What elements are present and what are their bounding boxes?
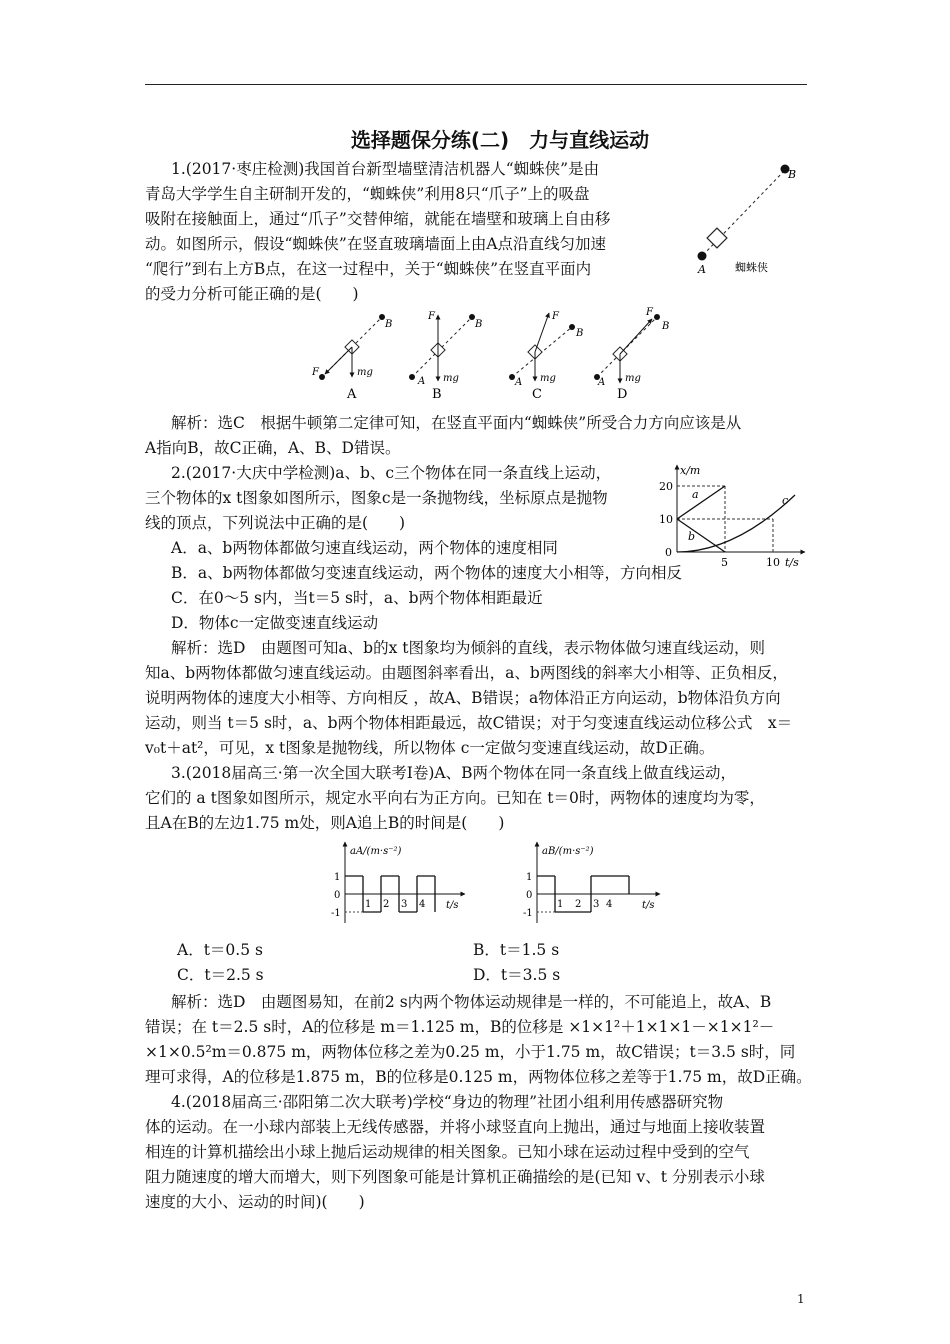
q1-analysis-1: 解析：选C 根据牛顿第二定律可知，在竖直平面内“蜘蛛侠”所受合力方向应该是从 [171,414,742,432]
q1-b-label-a: A [418,376,426,387]
q3-b-ytick-1: 1 [526,872,533,883]
q1-line-2: 青岛大学学生自主研制开发的，“蜘蛛侠”利用8只“爪子”上的吸盘 [145,185,590,203]
q2-label-c: c [782,494,789,507]
q1-options-figure [300,305,680,405]
q1-option-d-figure [594,307,669,402]
q2-label-b: b [688,530,696,543]
q4-line-2: 体的运动。在一小球内部装上无线传感器，并将小球竖直向上抛出，通过与地面上接收装置 [145,1118,766,1136]
q2-xtick-5: 5 [721,556,728,569]
q2-analysis-3: 说明两物体的速度大小相等、方向相反 ，故A、B错误；a物体沿正方向运动，b物体沿负方向 [145,689,781,707]
q1-a-label-b: B [385,319,393,330]
q3-line-3: 且A在B的左边1.75 m处，则A追上B的时间是( ) [145,814,505,832]
q3-a-xtick-2: 2 [383,899,390,910]
q1-c-label-a: A [515,377,523,388]
q1-line-4: 动。如图所示，假设“蜘蛛侠”在竖直玻璃墙面上由A点沿直线匀加速 [145,235,607,253]
q3-analysis-1: 解析：选D 由题图易知，在前2 s内两个物体运动规律是一样的，不可能追上，故A、B [171,993,772,1011]
q1-option-c-figure [509,311,583,402]
q2-analysis-5: v₀t＋at²，可见，x t图象是抛物线，所以物体 c一定做匀变速直线运动，故D正确。 [145,739,715,757]
q3-option-d: D．t＝3.5 s [473,966,561,984]
q3-a-xtick-1: 1 [365,899,372,910]
q2-option-c: C．在0～5 s内，当t＝5 s时，a、b两个物体相距最近 [171,589,543,607]
q2-line-1: 2.(2017·大庆中学检测)a、b、c三个物体在同一条直线上运动， [171,464,612,482]
q2-option-a: A．a、b两物体都做匀速直线运动，两个物体的速度相同 [171,539,558,557]
q2-label-a: a [692,488,699,501]
q3-analysis-2: 错误；在 t＝2.5 s时，A的位移是 m＝1.125 m，B的位移是 ×1×1²＋1×1×1－×1×1²－ [145,1018,775,1036]
q2-ylabel: x/m [680,464,701,477]
q1-robot-box [707,228,727,248]
q2-analysis-1: 解析：选D 由题图可知a、b的x t图象均为倾斜的直线，表示物体做匀速直线运动，则 [171,639,765,657]
header-rule [145,84,807,85]
q2-option-b: B．a、b两物体都做匀变速直线运动，两个物体的速度大小相等，方向相反 [171,564,683,582]
q1-analysis-2: A指向B，故C正确，A、B、D错误。 [145,439,401,457]
q4-line-1: 4.(2018届高三·邵阳第二次大联考)学校“身边的物理”社团小组利用传感器研究物 [171,1093,724,1111]
q1-line-3: 吸附在接触面上，通过“爪子”交替伸缩，就能在墙壁和玻璃上自由移 [145,210,611,228]
q1-line-6: 的受力分析可能正确的是( ) [145,285,359,303]
q3-a-ytick-1: 1 [334,872,341,883]
q3-b-xtick-1: 1 [557,899,564,910]
q1-option-c-label: C [532,387,542,402]
q3-a-xtick-4: 4 [419,899,426,910]
q2-curve-c [677,495,795,552]
q3-option-a: A．t＝0.5 s [177,941,263,959]
q3-line-1: 3.(2018届高三·第一次全国大联考Ⅰ卷)A、B两个物体在同一条直线上做直线运动， [171,764,736,782]
q1-label-a: A [698,263,706,276]
q3-b-xtick-3: 3 [593,899,600,910]
q2-analysis-2: 知a、b两物体都做匀速直线运动。由题图斜率看出，a、b两图线的斜率大小相等、正负相反， [145,664,788,682]
q1-d-label-mg: mg [625,373,641,384]
q4-line-5: 速度的大小、运动的时间)( ) [145,1193,365,1211]
q2-ytick-20: 20 [659,480,673,493]
q2-xlabel: t/s [785,556,799,569]
q1-robot-label: 蜘蛛侠 [735,261,768,274]
q3-graph-b [512,838,667,926]
q2-line-a [677,486,725,519]
q2-line-b [677,519,725,552]
q4-line-3: 相连的计算机描绘出小球上抛后运动规律的相关图象。已知小球在运动过程中受到的空气 [145,1143,750,1161]
q2-option-d: D．物体c一定做变速直线运动 [171,614,379,632]
q1-option-d-label: D [617,387,628,402]
q1-c-label-f: F [552,311,559,322]
q2-ytick-10: 10 [659,513,673,526]
q2-xt-graph [655,460,810,575]
q1-option-b-figure [409,311,482,402]
page-number: 1 [797,1292,805,1306]
q2-analysis-4: 运动，则当 t＝5 s时，a、b两个物体相距最远，故C错误；对于匀变速直线运动位移公式 x＝ [145,714,793,732]
q3-analysis-3: ×1×0.5²m＝0.875 m，两物体位移之差为0.25 m，小于1.75 m，故C错误；t＝3.5 s时，同 [145,1043,796,1061]
q3-a-xlabel: t/s [446,900,459,911]
q1-c-label-mg: mg [540,373,556,384]
q3-b-xtick-4: 4 [606,899,613,910]
q1-b-label-b: B [475,319,483,330]
q1-line-1: 1.(2017·枣庄检测)我国首台新型墙壁清洁机器人“蜘蛛侠”是由 [171,160,600,178]
q2-line-3: 线的顶点，下列说法中正确的是( ) [145,514,406,532]
q1-d-label-f: F [646,307,653,318]
q1-a-label-mg: mg [357,367,373,378]
q1-label-b: B [788,168,797,181]
q1-option-b-label: B [432,387,442,402]
q3-b-xtick-2: 2 [575,899,582,910]
q2-xtick-10: 10 [766,556,780,569]
page-title: 选择题保分练(二) 力与直线运动 [350,128,650,152]
q3-analysis-4: 理可求得，A的位移是1.875 m，B的位移是0.125 m，两物体位移之差等于1.75 m，故D正确。 [145,1068,812,1086]
q1-d-label-b: B [662,321,670,332]
q3-b-xlabel: t/s [642,900,655,911]
q3-graph-a [320,838,470,926]
q1-b-label-f: F [428,311,435,322]
q1-line-5: “爬行”到右上方B点，在这一过程中，关于“蜘蛛侠”在竖直平面内 [145,260,592,278]
q3-b-ytick-neg1: -1 [523,908,533,919]
q4-line-4: 阻力随速度的增大而增大，则下列图象可能是计算机正确描绘的是(已知 v、t 分别表示小球 [145,1168,765,1186]
q1-option-a-figure [311,314,392,402]
q3-a-ytick-0: 0 [334,890,341,901]
q1-d-label-a: A [598,377,606,388]
q3-option-c: C．t＝2.5 s [177,966,264,984]
q3-option-b: B．t＝1.5 s [473,941,560,959]
q1-option-a-label: A [347,387,357,402]
q1-b-label-mg: mg [443,373,459,384]
q1-c-label-b: B [576,328,584,339]
q2-ytick-0: 0 [665,546,672,559]
q3-b-ylabel: aB/(m·s⁻²) [542,846,594,857]
q1-robot-figure [680,155,810,285]
q2-line-2: 三个物体的x t图象如图所示，图象c是一条抛物线，坐标原点是抛物 [145,489,608,507]
q3-line-2: 它们的 a t图象如图所示，规定水平向右为正方向。已知在 t＝0时，两物体的速度均为零， [145,789,765,807]
q3-a-ylabel: aA/(m·s⁻²) [350,846,402,857]
q1-a-label-f: F [312,367,319,378]
q1-point-a [698,252,707,261]
q3-b-ytick-0: 0 [526,890,533,901]
q3-a-ytick-neg1: -1 [331,908,341,919]
q3-a-xtick-3: 3 [401,899,408,910]
